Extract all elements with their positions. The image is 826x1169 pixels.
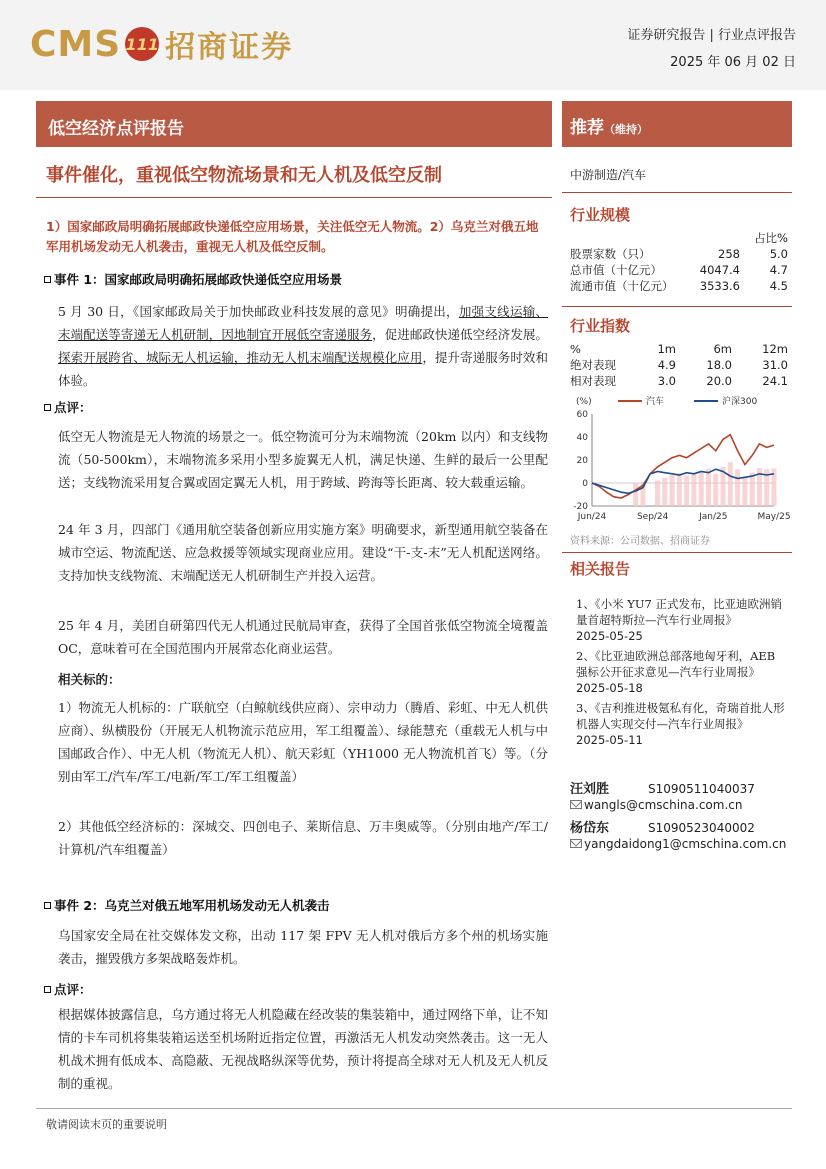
legend-label-hs300: 沪深300	[722, 397, 758, 407]
event1-heading	[44, 270, 342, 288]
analyst-2	[570, 817, 755, 836]
event1-underline-1: 加强支线运输、末端配送等寄递无人机研制，因地制宜开展低空寄递服务	[58, 304, 548, 342]
page-title: 事件催化，重视低空物流场景和无人机及低空反制	[46, 165, 442, 186]
x-tick-label: Sep/24	[636, 512, 669, 522]
email-text: yangdaidong1@cmschina.com.cn	[584, 837, 787, 851]
index-value: 31.0	[762, 358, 788, 372]
scale-label: 流通市值（十亿元）	[570, 279, 674, 293]
y-tick-label: 40	[576, 433, 588, 443]
logo-chinese-name: 招商证券	[165, 30, 294, 65]
scale-value: 4047.4	[699, 263, 740, 277]
index-chart-svg	[562, 392, 792, 532]
scale-pct: 4.5	[769, 279, 788, 293]
table-row	[568, 262, 790, 278]
index-col-header: 1m	[657, 342, 676, 356]
event1-heading-text: 事件 1：国家邮政局明确拓展邮政快递低空应用场景	[54, 272, 343, 287]
scale-pct: 5.0	[769, 247, 788, 261]
excess-bar	[662, 478, 667, 506]
y-tick-label: 60	[576, 410, 588, 420]
y-axis-label: (%)	[576, 397, 592, 407]
mail-icon	[570, 839, 582, 848]
report-title: 1、《小米 YU7 正式发布，比亚迪欧洲销量首超特斯拉—汽车行业周报》	[576, 597, 782, 627]
event2-comment-heading	[44, 980, 92, 998]
analyst-2-email[interactable]	[570, 837, 786, 851]
legend-label-auto: 汽车	[646, 397, 665, 407]
excess-bar	[655, 481, 660, 506]
rating-banner	[562, 101, 792, 147]
comment-heading-text: 点评：	[54, 982, 92, 997]
scale-heading: 行业规模	[570, 206, 631, 224]
index-value: 4.9	[657, 358, 676, 372]
sidebar-divider	[562, 552, 792, 553]
report-title: 2、《比亚迪欧洲总部落地匈牙利，AEB 强标公开征求意见—汽车行业周报》	[576, 649, 776, 679]
scale-table	[568, 230, 790, 294]
y-tick-label: 0	[582, 479, 588, 489]
event1-text-b: ，促进邮政快递低空经济发展。	[372, 327, 548, 342]
excess-bar	[713, 474, 718, 506]
related-stocks-2: 2）其他低空经济标的：深城交、四创电子、莱斯信息、万丰奥威等。（分别由地产/军工/计算机/汽车组覆盖）	[58, 819, 548, 857]
index-value: 18.0	[706, 358, 732, 372]
email-text: wangls@cmschina.com.cn	[584, 798, 743, 812]
scale-label: 股票家数（只）	[570, 247, 651, 261]
bullet-box-icon	[44, 986, 51, 993]
list-item[interactable]	[576, 700, 786, 748]
x-tick-label: Jan/25	[699, 512, 728, 522]
excess-bar	[670, 475, 675, 506]
sector: 中游制造/汽车	[570, 168, 647, 182]
header-meta	[627, 24, 796, 70]
rating-note: （维持）	[604, 123, 648, 136]
sidebar-divider	[562, 192, 792, 193]
event1-comment-2: 24 年 3 月，四部门《通用航空装备创新应用实施方案》明确要求，新型通用航空装备在城市空运、物流配送、应急救援等领域实现商业应用。建设“干-支-末”无人机配送网络。支持加快支线物流、末端配送无人机研制生产并投入运营。	[58, 522, 548, 583]
related-reports-list	[576, 596, 786, 752]
analyst-1-email[interactable]	[570, 798, 742, 812]
index-heading: 行业指数	[570, 317, 631, 335]
list-item[interactable]	[576, 596, 786, 644]
index-value: 20.0	[706, 374, 732, 388]
sidebar-divider	[562, 306, 792, 307]
logo-mark-icon: 111	[125, 27, 159, 61]
scale-pct: 4.7	[769, 263, 788, 277]
bullet-box-icon	[44, 902, 51, 909]
report-date: 2025-05-18	[576, 681, 643, 695]
event1-text-c: ，提升寄递服务时效和体验。	[58, 350, 548, 388]
index-chart	[562, 392, 792, 532]
event1-comment-1: 低空无人物流是无人物流的场景之一。低空物流可分为末端物流（20km 以内）和支线物流（50-500km），末端物流多采用小型多旋翼无人机，满足快递、生鲜的最后一公里配送；支线物流采用复合翼或固定翼无人机，用于跨域、跨海等长距离、较大载重运输。	[58, 429, 548, 490]
analyst-code: S1090523040002	[648, 821, 755, 835]
table-row	[568, 230, 790, 246]
excess-bar	[706, 469, 711, 506]
event1-comment-heading	[44, 398, 92, 416]
scale-value: 3533.6	[699, 279, 740, 293]
title-divider	[36, 197, 552, 198]
x-tick-label: Jun/24	[577, 512, 607, 522]
event1-comment-3: 25 年 4 月，美团自研第四代无人机通过民航局审查，获得了全国首张低空物流全境覆盖 OC，意味着可在全国范围内开展常态化商业运营。	[58, 618, 548, 656]
footer-divider	[36, 1108, 792, 1109]
excess-bar	[742, 477, 747, 506]
mail-icon	[570, 800, 582, 809]
x-tick-label: May/25	[757, 512, 791, 522]
excess-bar	[677, 473, 682, 506]
index-value: 24.1	[762, 374, 788, 388]
bullet-box-icon	[44, 404, 51, 411]
y-tick-label: -20	[573, 502, 588, 512]
index-col-header: %	[570, 342, 581, 356]
analyst-code: S1090511040037	[648, 782, 755, 796]
comment-heading-text: 点评：	[54, 400, 92, 415]
table-row	[568, 341, 790, 357]
related-stocks-1: 1）物流无人机标的：广联航空（白鲸航线供应商）、宗申动力（腾盾、彩虹、中无人机供应商）、纵横股份（开展无人机物流示范应用，军工组覆盖）、绿能慧充（重载无人机与中国邮政合作）、中无人机（物流无人机）、航天彩虹（YH1000 无人物流机首飞）等。（分别由军工/汽车/军工/电新/军工/军工组覆盖）	[58, 700, 548, 784]
analyst-1	[570, 778, 755, 797]
excess-bar	[750, 473, 755, 506]
analyst-name: 汪刘胜	[570, 782, 610, 797]
rating: 推荐	[570, 118, 604, 138]
table-row	[568, 246, 790, 262]
excess-bar	[691, 473, 696, 506]
summary: 1）国家邮政局明确拓展邮政快递低空应用场景，关注低空无人物流。2）乌克兰对俄五地军用机场发动无人机袭击，重视无人机及低空反制。	[46, 219, 539, 254]
table-row	[568, 278, 790, 294]
report-date: 2025-05-25	[576, 629, 643, 643]
related-reports-heading: 相关报告	[570, 560, 631, 578]
table-row	[568, 357, 790, 373]
report-type: 证券研究报告 | 行业点评报告	[627, 28, 796, 43]
report-date: 2025-05-11	[576, 733, 643, 747]
report-date: 2025 年 06 月 02 日	[670, 55, 796, 70]
index-value: 3.0	[657, 374, 676, 388]
company-logo	[30, 22, 293, 66]
excess-bar	[633, 482, 638, 506]
excess-bar	[699, 472, 704, 507]
bullet-box-icon	[44, 276, 51, 283]
analyst-name: 杨岱东	[570, 821, 610, 836]
excess-bar	[684, 476, 689, 506]
event1-paragraph	[58, 300, 548, 392]
list-item[interactable]	[576, 648, 786, 696]
table-row	[568, 373, 790, 389]
event1-text-a: 5 月 30 日，《国家邮政局关于加快邮政业科技发展的意见》明确提出，	[58, 304, 459, 319]
index-col-header: 6m	[713, 342, 732, 356]
index-label: 绝对表现	[570, 358, 616, 372]
logo-text: CMS	[30, 23, 122, 65]
report-banner: 低空经济点评报告	[36, 101, 552, 147]
event2-comment: 根据媒体披露信息，乌方通过将无人机隐藏在经改装的集装箱中，通过网络下单，让不知情的卡车司机将集装箱运送至机场附近指定位置，再激活无人机发动突然袭击。这一无人机战术拥有低成本、高隐蔽、无视战略纵深等优势，预计将提高全球对无人机及无人机反制的重视。	[58, 1007, 548, 1091]
index-label: 相对表现	[570, 374, 616, 388]
footer-note: 敬请阅读末页的重要说明	[46, 1118, 167, 1131]
scale-value: 258	[718, 247, 740, 261]
y-tick-label: 20	[576, 456, 588, 466]
excess-bar	[735, 469, 740, 506]
report-title: 3、《吉利推进极氪私有化，奇瑞首批人形机器人实现交付—汽车行业周报》	[576, 701, 785, 731]
chart-source: 资料来源：公司数据、招商证券	[570, 536, 710, 547]
index-col-header: 12m	[762, 342, 788, 356]
excess-bar	[728, 462, 733, 506]
related-stocks-heading: 相关标的：	[58, 672, 121, 687]
index-table	[568, 341, 790, 389]
scale-label: 总市值（十亿元）	[570, 263, 662, 277]
scale-col-header: 占比%	[754, 231, 788, 245]
event2-paragraph: 乌国家安全局在社交媒体发文称，出动 117 架 FPV 无人机对俄后方多个州的机场实施袭击，摧毁俄方多架战略轰炸机。	[58, 928, 548, 966]
event2-heading-text: 事件 2：乌克兰对俄五地军用机场发动无人机袭击	[54, 898, 330, 913]
event2-heading	[44, 896, 330, 914]
event1-underline-2: 探索开展跨省、城际无人机运输，推动无人机末端配送规模化应用	[58, 350, 423, 365]
